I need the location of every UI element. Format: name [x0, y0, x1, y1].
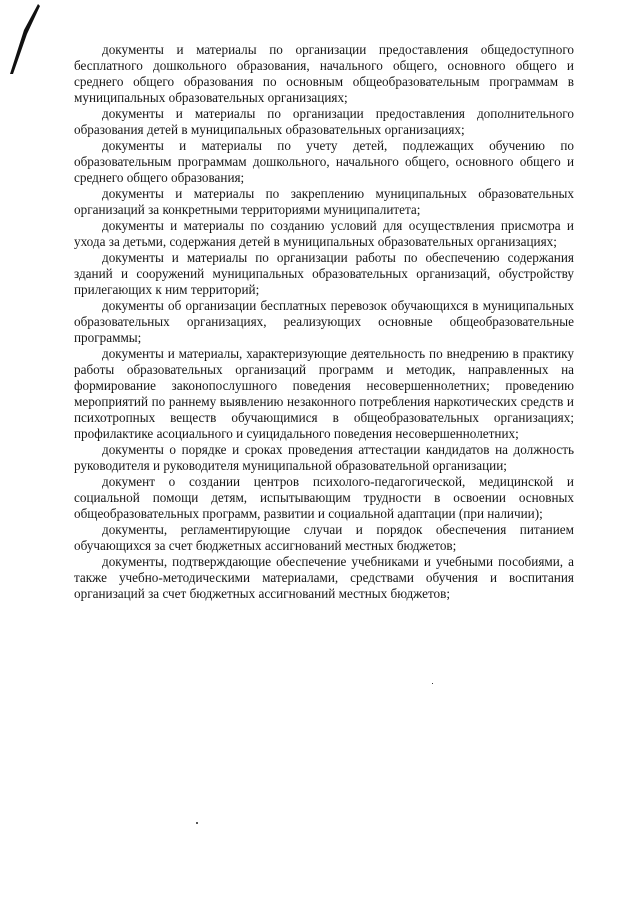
paragraph-12: документы, подтверждающие обеспечение учебниками и учебными пособиями, а также учебно-методическими материалами, средствами обучения и воспитания организаций за счет бюджетных ассигнований местных бюджетов;	[74, 554, 574, 601]
paragraph-4: документы и материалы по закреплению муниципальных образовательных организаций за конкретными территориями муниципалитета;	[74, 186, 574, 217]
document-body	[74, 42, 574, 602]
scan-speck	[432, 683, 433, 684]
paragraph-11: документы, регламентирующие случаи и порядок обеспечения питанием обучающихся за счет бюджетных ассигнований местных бюджетов;	[74, 522, 574, 553]
paragraph-5: документы и материалы по созданию условий для осуществления присмотра и ухода за детьми, содержания детей в муниципальных образовательных организациях;	[74, 218, 574, 249]
paragraph-7: документы об организации бесплатных перевозок обучающихся в муниципальных образовательных организациях, реализующих основные общеобразовательные программы;	[74, 298, 574, 345]
scan-speck	[196, 822, 198, 824]
paragraph-6: документы и материалы по организации работы по обеспечению содержания зданий и сооружений муниципальных образовательных организаций, обустройству прилегающих к ним территорий;	[74, 250, 574, 297]
paragraph-9: документы о порядке и сроках проведения аттестации кандидатов на должность руководителя и руководителя муниципальной образовательной организации;	[74, 442, 574, 473]
paragraph-10: документ о создании центров психолого-педагогической, медицинской и социальной помощи детям, испытывающим трудности в освоении основных общеобразовательных программ, развитии и социальной адаптации (при наличии);	[74, 474, 574, 521]
paragraph-3: документы и материалы по учету детей, подлежащих обучению по образовательным программам дошкольного, начального общего, основного общего и среднего общего образования;	[74, 138, 574, 185]
paragraph-1: документы и материалы по организации предоставления общедоступного бесплатного дошкольного образования, начального общего, основного общего и среднего общего образования по основным общеобразовательным программам в муниципальных образовательных организациях;	[74, 42, 574, 105]
paragraph-8: документы и материалы, характеризующие деятельность по внедрению в практику работы образовательных организаций программ и методик, направленных на формирование законопослушного поведения несовершеннолетних; проведению мероприятий по раннему выявлению незаконного потребления наркотических средств и психотропных веществ обучающимися в общеобразовательных организациях; профилактике асоциального и суицидального поведения несовершеннолетних;	[74, 346, 574, 441]
paragraph-2: документы и материалы по организации предоставления дополнительного образования детей в муниципальных образовательных организациях;	[74, 106, 574, 137]
scan-mark	[4, 2, 44, 76]
